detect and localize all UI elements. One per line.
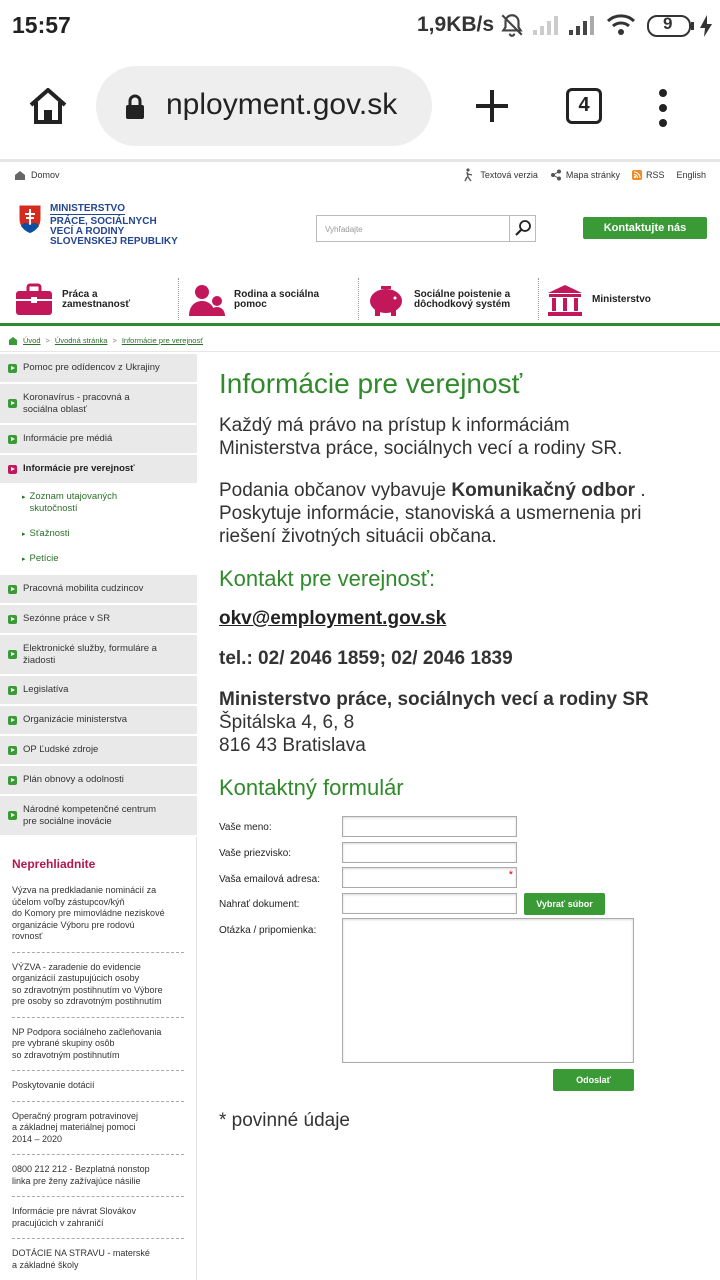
notice-line: DOTÁCIE NA STRAVU - materské <box>12 1248 150 1258</box>
notice-item[interactable] <box>12 1206 184 1239</box>
sidebar-subitem-label: Petície <box>29 553 59 564</box>
intro-line-1: Každý má právo na prístup k informáciám <box>219 415 570 436</box>
sidebar-item-seasonal[interactable] <box>0 605 197 635</box>
sidebar-submenu <box>0 485 197 575</box>
bell-off-icon <box>499 12 525 38</box>
nav-family-line1: Rodina a sociálna <box>234 289 320 300</box>
sidebar-subitem-label: Sťažnosti <box>29 528 70 539</box>
notice-line: Operačný program potravinovej <box>12 1110 139 1121</box>
sidebar-item-mobility[interactable] <box>0 575 197 605</box>
piggy-bank-icon <box>366 283 406 317</box>
sidebar-subitem-label-2: skutočností <box>29 503 78 514</box>
sidebar-item-label: Sezónne práce v SR <box>23 613 111 624</box>
nav-work-line1: Práca a <box>62 289 98 300</box>
nav-pension-line2: dôchodkový systém <box>414 299 511 310</box>
web-page <box>0 162 720 1280</box>
nav-ministry[interactable] <box>546 278 651 322</box>
sidebar-item-label-2: žiadosti <box>23 654 56 666</box>
contact-heading: Kontakt pre verejnosť: <box>219 566 436 591</box>
file-path-input[interactable] <box>342 893 517 914</box>
main-content <box>219 354 699 1131</box>
nav-family-line2: pomoc <box>234 299 267 310</box>
browser-toolbar <box>0 52 720 162</box>
notice-line: so zdravotným postihnutím <box>12 1049 120 1060</box>
sidebar-item-organizations[interactable] <box>0 706 197 736</box>
chevron-right-icon: > <box>45 336 50 345</box>
name-label: Vaše meno: <box>219 822 272 833</box>
city: 816 43 Bratislava <box>219 735 366 756</box>
sidebar-item-op-human[interactable] <box>0 736 197 766</box>
notice-line: organizácie Výboru pre rodovú <box>12 919 135 930</box>
home-icon[interactable] <box>27 86 69 126</box>
notice-line: do Komory pre mimovládne neziskové <box>12 908 165 918</box>
home-link-label: Domov <box>31 170 60 180</box>
breadcrumb-main-page[interactable]: Úvodná stránka <box>54 336 108 345</box>
sidebar-item-label-2: pre sociálne inovácie <box>23 815 112 827</box>
notice-item[interactable] <box>12 1080 184 1102</box>
logo-line-4: SLOVENSKEJ REPUBLIKY <box>50 236 178 247</box>
notice-line: NP Podpora sociálneho začleňovania <box>12 1026 162 1037</box>
street: Špitálska 4, 6, 8 <box>219 712 355 733</box>
notice-line: 2014 – 2020 <box>12 1133 63 1144</box>
dept-line-2: Poskytuje informácie, stanoviská a usmernenia pri <box>219 503 642 524</box>
notice-line: a základné školy <box>12 1259 79 1270</box>
sidebar-item-label-2: sociálna oblasť <box>23 403 87 415</box>
rss-label: RSS <box>645 170 665 180</box>
english-link[interactable]: English <box>676 170 706 180</box>
sidebar-subitem-petitions[interactable] <box>0 553 197 571</box>
notice-line: so zdravotným postihnutím vo Výbore <box>12 984 163 995</box>
sidebar-item-label: Pracovná mobilita cudzincov <box>23 583 144 594</box>
notice-title: Neprehliadnite <box>12 857 96 871</box>
arrow-bullet-icon <box>8 776 17 785</box>
sidebar-item-eservices[interactable] <box>0 635 197 676</box>
page-title: Informácie pre verejnosť <box>219 368 523 399</box>
sidebar-item-ukraine[interactable] <box>0 354 197 384</box>
nav-separator <box>178 278 179 320</box>
sidebar-item-label: Legislatíva <box>23 684 69 695</box>
family-icon <box>186 283 226 317</box>
breadcrumb-current[interactable]: Informácie pre verejnosť <box>121 336 204 345</box>
house-icon <box>8 336 18 345</box>
sidebar-item-label: Informácie pre verejnosť <box>23 463 135 474</box>
sidebar-item-coronavirus[interactable] <box>0 384 197 425</box>
arrow-bullet-icon <box>8 435 17 444</box>
notice-line: VÝZVA - zaradenie do evidencie <box>12 961 141 972</box>
sidebar-item-recovery[interactable] <box>0 766 197 796</box>
status-bar <box>0 0 720 52</box>
notice-section <box>0 837 196 1280</box>
search-button[interactable] <box>509 216 535 241</box>
coat-of-arms-icon <box>18 204 42 234</box>
nav-work[interactable] <box>14 278 130 322</box>
tab-switcher-button[interactable]: 4 <box>566 88 602 124</box>
dept-suffix: . <box>635 480 646 501</box>
sidebar <box>0 354 197 1280</box>
dept-name: Komunikačný odbor <box>451 480 636 501</box>
sidebar-subitem-classified[interactable] <box>0 491 197 528</box>
sidebar-item-label: Národné kompetenčné centrum <box>23 803 157 815</box>
question-label: Otázka / pripomienka: <box>219 925 317 936</box>
accessibility-icon <box>462 168 476 182</box>
notice-line: rovnosť <box>12 931 43 941</box>
arrow-bullet-icon <box>8 364 17 373</box>
share-icon <box>550 169 562 181</box>
logo-line-1: MINISTERSTVO <box>50 203 126 214</box>
ministry-logo[interactable] <box>18 204 178 247</box>
notice-line: organizácií zastupujúcich osoby <box>12 973 140 983</box>
arrow-bullet-icon <box>8 399 17 408</box>
address-bar[interactable] <box>96 66 432 146</box>
breadcrumb-home[interactable]: Úvod <box>23 336 41 345</box>
name-input[interactable] <box>342 816 517 837</box>
new-tab-icon[interactable] <box>474 88 510 124</box>
triangle-right-icon: ▸ <box>22 531 26 538</box>
intro-paragraph <box>219 414 699 460</box>
arrow-bullet-icon <box>8 585 17 594</box>
briefcase-icon <box>14 283 54 317</box>
arrow-bullet-icon <box>8 615 17 624</box>
building-icon <box>546 283 584 317</box>
sidebar-item-label: Pomoc pre odídencov z Ukrajiny <box>23 362 160 373</box>
notice-line: pre vybrané skupiny osôb <box>12 1038 115 1048</box>
search-placeholder: Vyhľadajte <box>325 225 363 234</box>
notice-item[interactable] <box>12 1027 184 1072</box>
arrow-bullet-icon <box>8 716 17 725</box>
sidebar-item-media[interactable] <box>0 425 197 455</box>
rss-link[interactable] <box>632 170 665 180</box>
signal-icon <box>567 14 597 36</box>
sidebar-subitem-label: Zoznam utajovaných <box>29 491 118 502</box>
sidebar-item-label: OP Ľudské zdroje <box>23 744 99 755</box>
nav-pension[interactable] <box>366 278 510 322</box>
text-version-label: Textová verzia <box>480 170 538 180</box>
network-speed: 1,9KB/s <box>417 13 495 36</box>
org-name: Ministerstvo práce, sociálnych vecí a rodiny SR <box>219 689 649 710</box>
form-heading: Kontaktný formulár <box>219 775 404 800</box>
lock-icon <box>124 94 146 120</box>
sitemap-link[interactable] <box>550 169 620 181</box>
battery-level: 9 <box>663 14 673 33</box>
sidebar-subitem-complaints[interactable] <box>0 528 197 553</box>
notice-line: Poskytovanie dotácií <box>12 1080 95 1090</box>
nav-work-line2: zamestnanosť <box>62 299 131 310</box>
notice-line: Výzva na predkladanie nominácií za <box>12 885 157 895</box>
arrow-bullet-icon <box>8 746 17 755</box>
chevron-right-icon: > <box>112 336 117 345</box>
main-navigation <box>0 274 720 326</box>
arrow-bullet-icon <box>8 650 17 659</box>
intro-line-2: Ministerstva práce, sociálnych vecí a rodiny SR. <box>219 438 623 459</box>
logo-line-3: VECÍ A RODINY <box>50 226 125 237</box>
surname-label: Vaše priezvisko: <box>219 848 292 859</box>
notice-item[interactable] <box>12 1248 184 1280</box>
wifi-icon <box>606 13 636 37</box>
email-label: Vaša emailová adresa: <box>219 874 320 885</box>
sidebar-item-competence[interactable] <box>0 796 197 837</box>
notice-line: účelom voľby zástupcov/kýň <box>12 896 125 907</box>
contact-us-button[interactable]: Kontaktujte nás <box>583 217 707 239</box>
rss-icon <box>632 170 642 180</box>
required-asterisk: * <box>508 869 513 881</box>
sidebar-item-label: Organizácie ministerstva <box>23 714 128 725</box>
sitemap-label: Mapa stránky <box>565 170 620 180</box>
triangle-right-icon: ▸ <box>22 494 26 501</box>
required-note: * povinné údaje <box>219 1110 350 1131</box>
overflow-menu-icon[interactable] <box>655 88 671 128</box>
notice-item[interactable] <box>12 1164 184 1197</box>
signal-weak-icon <box>531 14 561 36</box>
notice-line: a základnej materiálnej pomoci <box>12 1122 136 1132</box>
question-textarea[interactable] <box>342 918 634 1063</box>
email-input[interactable] <box>342 867 517 888</box>
dept-prefix: Podania občanov vybavuje <box>219 480 452 501</box>
text-version-link[interactable] <box>462 168 538 182</box>
notice-item[interactable] <box>12 1111 184 1156</box>
notice-line: pre osoby so zdravotným postihnutím <box>12 996 162 1006</box>
sidebar-item-label: Plán obnovy a odolnosti <box>23 774 124 785</box>
dept-line-3: riešení životných situácii občana. <box>219 526 497 547</box>
upload-label: Nahrať dokument: <box>219 899 300 910</box>
department-paragraph <box>219 479 699 548</box>
notice-line: pracujúcich v zahraničí <box>12 1217 104 1228</box>
nav-pension-line1: Sociálne poistenie a <box>414 289 511 300</box>
notice-line: 0800 212 212 - Bezplatná nonstop <box>12 1164 150 1174</box>
sidebar-item-legislation[interactable] <box>0 676 197 706</box>
house-icon <box>14 170 26 180</box>
surname-input[interactable] <box>342 842 517 863</box>
sidebar-item-label: Informácie pre médiá <box>23 433 113 444</box>
status-time: 15:57 <box>12 12 71 38</box>
triangle-right-icon: ▸ <box>22 556 26 563</box>
sidebar-item-public-info[interactable] <box>0 455 197 485</box>
phone-numbers: tel.: 02/ 2046 1859; 02/ 2046 1839 <box>219 648 513 669</box>
breadcrumb <box>0 330 720 352</box>
notice-item[interactable] <box>12 885 184 953</box>
notice-line: Informácie pre návrat Slovákov <box>12 1206 137 1216</box>
sidebar-item-label: Elektronické služby, formuláre a <box>23 642 157 654</box>
nav-separator <box>358 278 359 320</box>
nav-separator <box>538 278 539 320</box>
arrow-bullet-icon <box>8 811 17 820</box>
url-text: nployment.gov.sk <box>166 88 398 121</box>
arrow-bullet-icon <box>8 686 17 695</box>
notice-line: linka pre ženy zažívajúce násilie <box>12 1175 141 1186</box>
search-icon <box>510 216 536 241</box>
charging-icon <box>698 14 714 38</box>
email-link[interactable]: okv@employment.gov.sk <box>219 608 447 629</box>
sidebar-nav <box>0 354 197 837</box>
search-box[interactable] <box>316 215 536 242</box>
home-link[interactable] <box>14 170 60 180</box>
top-links-bar <box>0 162 720 188</box>
address-block <box>219 688 699 757</box>
sidebar-item-label: Koronavírus - pracovná a <box>23 391 130 403</box>
nav-ministry-label: Ministerstvo <box>592 294 651 305</box>
nav-family[interactable] <box>186 278 319 322</box>
submit-button[interactable]: Odoslať <box>553 1069 634 1091</box>
choose-file-button[interactable]: Vybrať súbor <box>524 893 605 915</box>
arrow-bullet-icon <box>8 465 17 474</box>
notice-item[interactable] <box>12 962 184 1018</box>
logo-line-2: PRÁCE, SOCIÁLNYCH <box>50 216 157 227</box>
